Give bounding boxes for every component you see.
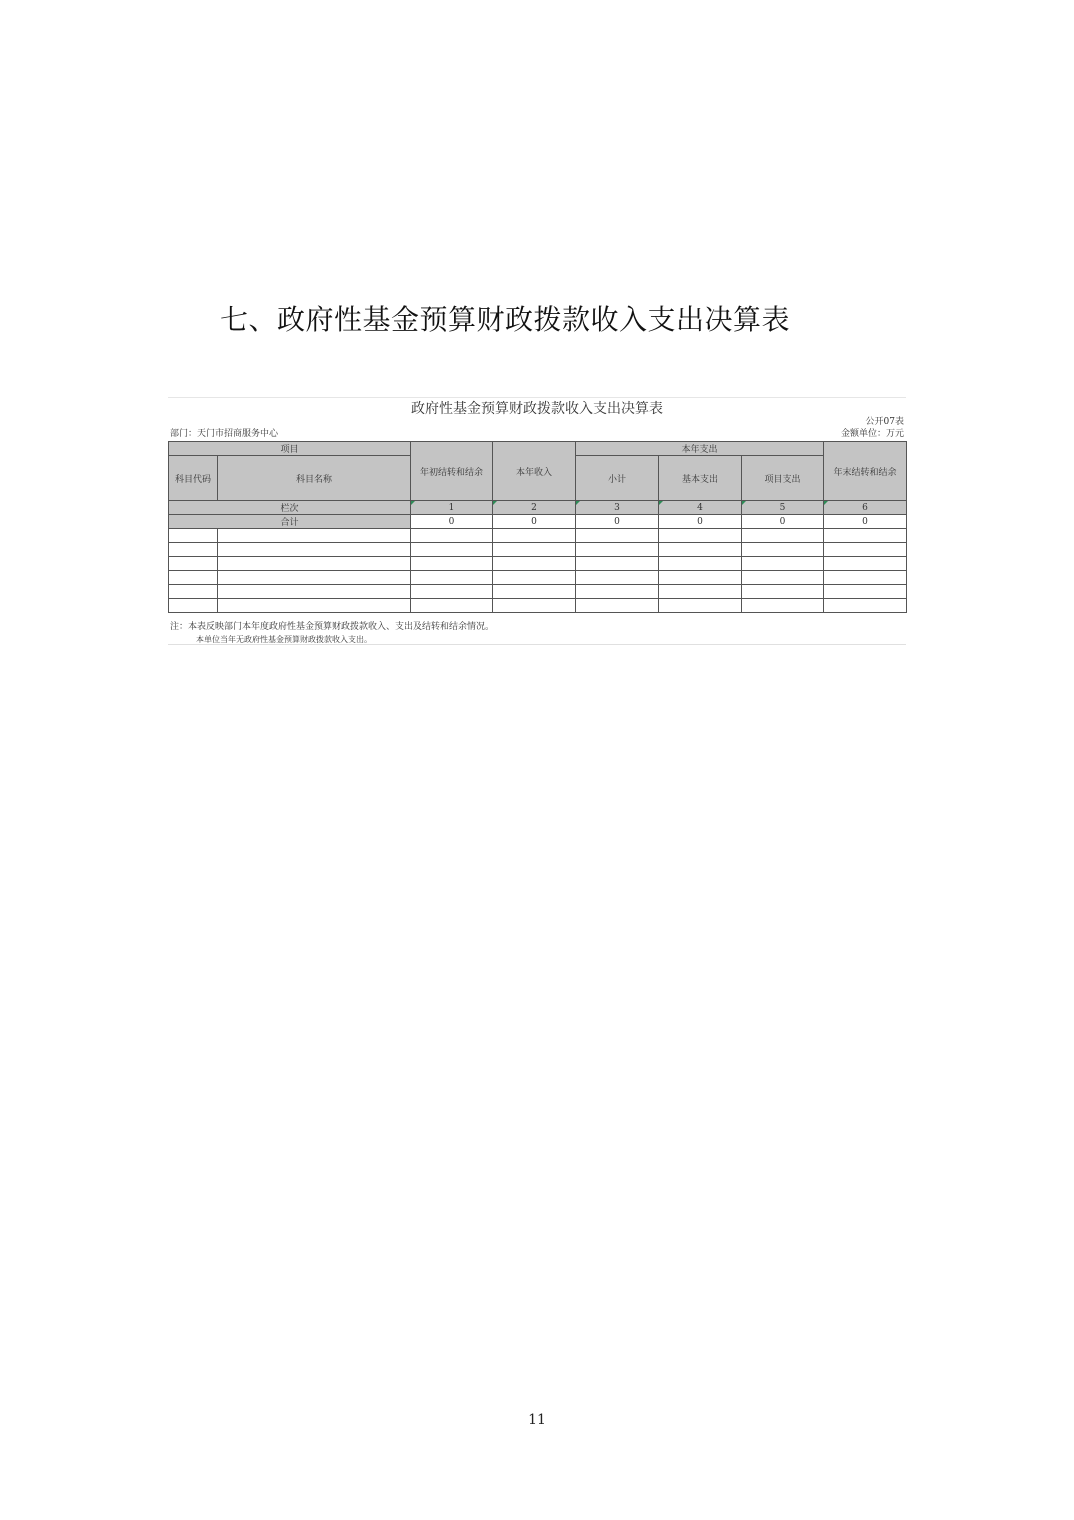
header-year-expenditure: 本年支出 [576,442,824,456]
total-value: 0 [824,515,907,529]
budget-table [168,441,907,613]
total-value: 0 [576,515,659,529]
header-project-expenditure: 项目支出 [742,456,824,501]
header-year-end-balance: 年末结转和结余 [824,442,907,501]
budget-sheet [168,397,906,645]
total-label: 合计 [169,515,411,529]
header-subtotal: 小计 [576,456,659,501]
column-number: 4 [659,501,742,515]
total-value: 0 [659,515,742,529]
department-label: 部门：天门市招商服务中心 [170,429,279,439]
table-row [169,557,907,571]
total-value: 0 [411,515,493,529]
table-note: 注：本表反映部门本年度政府性基金预算财政拨款收入、支出及结转和结余情况。 [170,622,495,632]
column-number: 6 [824,501,907,515]
header-subject-name: 科目名称 [218,456,411,501]
column-index-label: 栏次 [169,501,411,515]
table-row [169,529,907,543]
column-number: 1 [411,501,493,515]
section-heading: 七、政府性基金预算财政拨款收入支出决算表 [220,303,791,336]
sheet-border [168,644,906,645]
header-subject-code: 科目代码 [169,456,218,501]
table-row [169,599,907,613]
total-value: 0 [493,515,576,529]
header-project: 项目 [169,442,411,456]
header-basic-expenditure: 基本支出 [659,456,742,501]
column-number: 3 [576,501,659,515]
table-row [169,543,907,557]
total-value: 0 [742,515,824,529]
column-number: 5 [742,501,824,515]
page-number: 11 [528,1412,546,1428]
table-row [169,571,907,585]
table-note-secondary: 本单位当年无政府性基金预算财政拨款收入支出。 [196,635,372,644]
table-row [169,585,907,599]
header-year-start-balance: 年初结转和结余 [411,442,493,501]
amount-unit-label: 金额单位：万元 [840,429,904,439]
column-number: 2 [493,501,576,515]
form-number: 公开07表 [865,417,904,427]
sheet-title: 政府性基金预算财政拨款收入支出决算表 [168,397,906,420]
header-year-income: 本年收入 [493,442,576,501]
